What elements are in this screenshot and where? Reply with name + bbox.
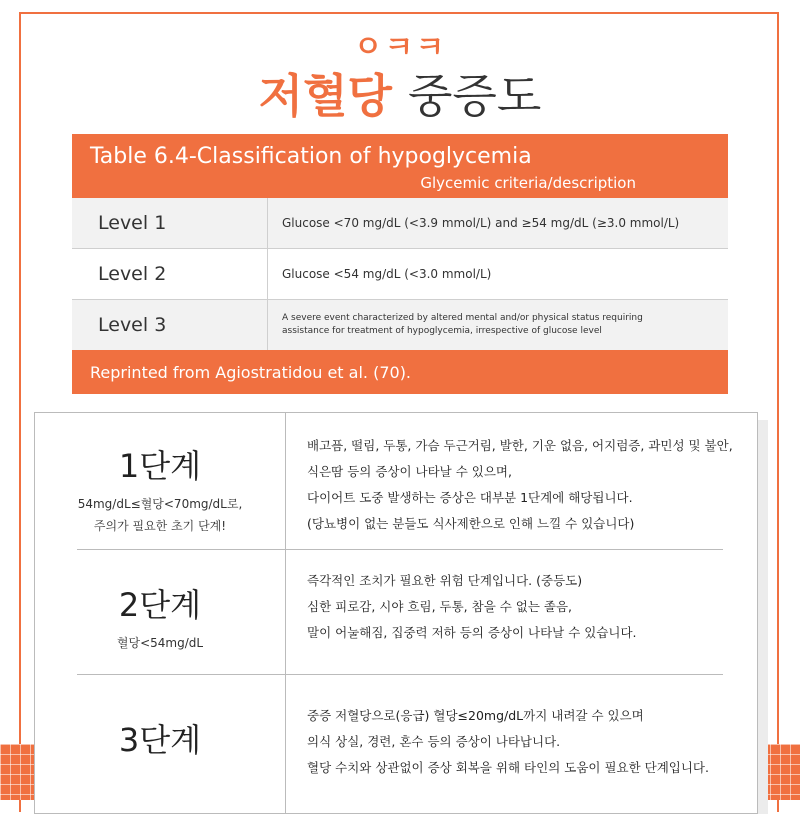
- stage-summary: [35, 715, 285, 761]
- stage-condition: 54mg/dL≤혈당<70mg/dL로,: [77, 497, 243, 511]
- detail-line: (당뇨병이 없는 분들도 식사제한으로 인해 느낄 수 있습니다): [307, 516, 635, 531]
- table-row: [72, 198, 728, 249]
- table-row: [72, 249, 728, 300]
- stage-summary: [35, 580, 285, 654]
- stage-summary: [35, 441, 285, 537]
- level-description: Glucose <70 mg/dL (<3.9 mmol/L) and ≥54 mg/dL (≥3.0 mmol/L): [282, 216, 680, 230]
- page-title: [0, 60, 800, 126]
- level-description-line: assistance for treatment of hypoglycemia, irrespective of glucose level: [282, 326, 602, 336]
- stage-name: 3단계: [118, 721, 202, 759]
- detail-line: 식은땀 등의 증상이 나타날 수 있으며,: [307, 464, 512, 479]
- detail-line: 즉각적인 조치가 필요한 위험 단계입니다. (중등도): [307, 573, 583, 588]
- title-rest: 중증도: [408, 69, 542, 123]
- table-title: Table 6.4-Classification of hypoglycemia: [90, 144, 532, 169]
- table-subtitle: Glycemic criteria/description: [420, 174, 636, 192]
- logo: ㅇㅋㅋ: [353, 30, 447, 65]
- level-description: Glucose <54 mg/dL (<3.0 mmol/L): [282, 267, 492, 281]
- level-label: Level 1: [72, 198, 268, 248]
- detail-line: 다이어트 도중 발생하는 증상은 대부분 1단계에 해당됩니다.: [307, 490, 633, 505]
- title-accent: 저혈당: [258, 69, 392, 123]
- stage-details: [307, 568, 747, 646]
- stage-condition: 혈당<54mg/dL: [116, 636, 204, 650]
- level-description: [268, 300, 728, 350]
- detail-line: 배고픔, 떨림, 두통, 가슴 두근거림, 발한, 기운 없음, 어지럼증, 과민성 및 불안,: [307, 438, 733, 453]
- stage-row-3: [35, 675, 757, 813]
- level-label: Level 3: [72, 300, 268, 350]
- stage-name: 2단계: [118, 586, 202, 624]
- detail-line: 혈당 수치와 상관없이 증상 회복을 위해 타인의 도움이 필요한 단계입니다.: [307, 760, 709, 775]
- detail-line: 심한 피로감, 시야 흐림, 두통, 참을 수 없는 졸음,: [307, 599, 573, 614]
- stage-row-1: [35, 413, 757, 549]
- stage-details: [307, 433, 747, 537]
- classification-table: [72, 134, 728, 394]
- table-header: [72, 134, 728, 198]
- stage-name: 1단계: [118, 447, 202, 485]
- stage-row-2: [35, 550, 757, 674]
- stage-card: [34, 412, 758, 814]
- detail-line: 의식 상실, 경련, 혼수 등의 증상이 나타납니다.: [307, 734, 561, 749]
- stage-condition: 주의가 필요한 초기 단계!: [93, 519, 227, 533]
- detail-line: 말이 어눌해짐, 집중력 저하 등의 증상이 나타날 수 있습니다.: [307, 625, 637, 640]
- level-description-line: A severe event characterized by altered mental and/or physical status requiring: [282, 313, 643, 323]
- table-row: [72, 300, 728, 350]
- level-label: Level 2: [72, 249, 268, 299]
- table-footer: Reprinted from Agiostratidou et al. (70).: [72, 350, 728, 394]
- stage-details: [307, 703, 747, 781]
- detail-line: 중증 저혈당으로(응급) 혈당≤20mg/dL까지 내려갈 수 있으며: [307, 708, 644, 723]
